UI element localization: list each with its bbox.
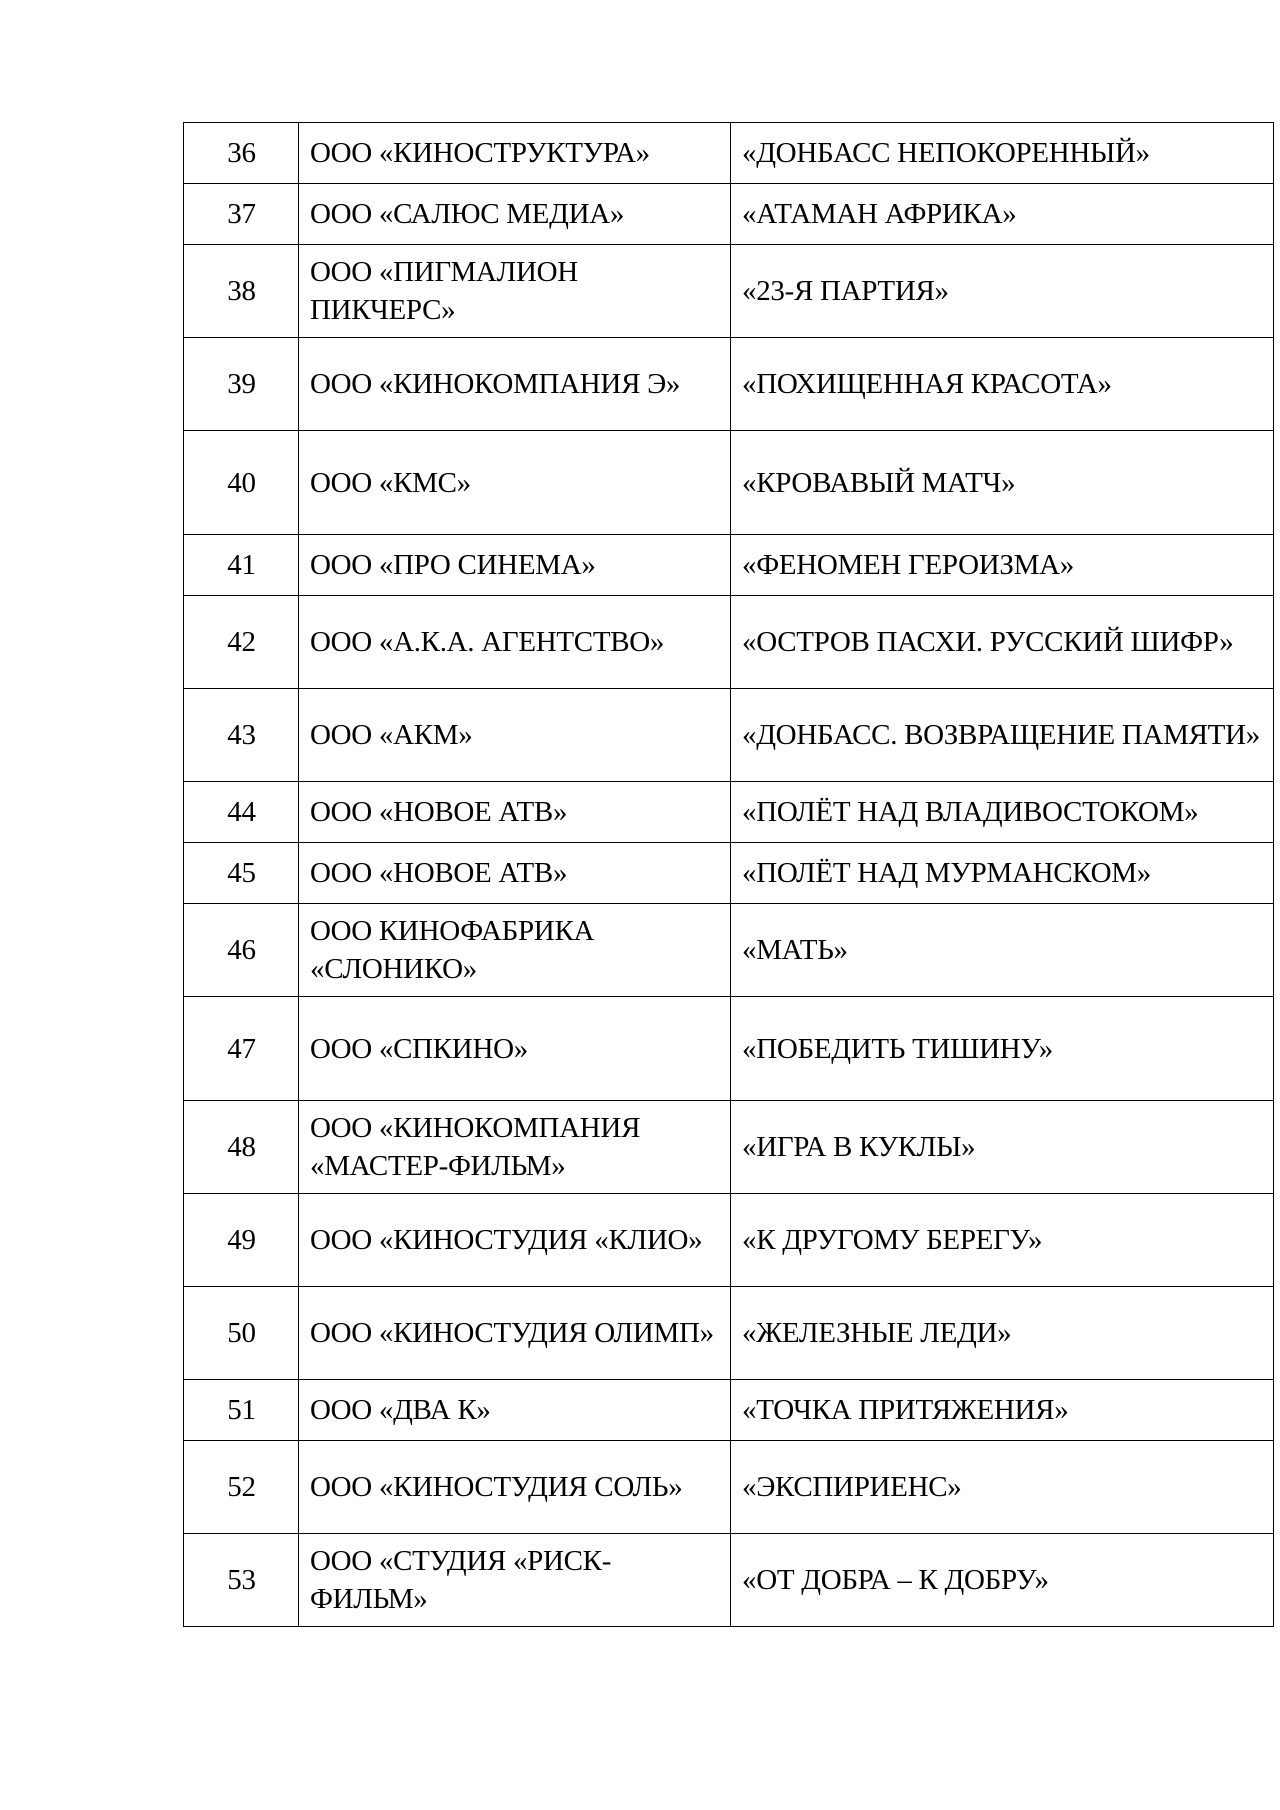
film-title: «23-Я ПАРТИЯ» [731,245,1274,338]
company-name: ООО «НОВОЕ АТВ» [299,782,731,843]
row-number: 46 [184,904,299,997]
table-row [184,904,1274,997]
company-name: ООО «НОВОЕ АТВ» [299,843,731,904]
row-number: 42 [184,596,299,689]
company-name: ООО «САЛЮС МЕДИА» [299,184,731,245]
film-title: «АТАМАН АФРИКА» [731,184,1274,245]
row-number: 40 [184,431,299,535]
company-name: ООО «А.К.А. АГЕНТСТВО» [299,596,731,689]
row-number: 41 [184,535,299,596]
film-title: «МАТЬ» [731,904,1274,997]
company-name: ООО КИНОФАБРИКА «СЛОНИКО» [299,904,731,997]
company-name: ООО «КИНОКОМПАНИЯ Э» [299,338,731,431]
table-row [184,1534,1274,1627]
company-name: ООО «СТУДИЯ «РИСК-ФИЛЬМ» [299,1534,731,1627]
table-row [184,782,1274,843]
table-row [184,997,1274,1101]
film-title: «ОТ ДОБРА – К ДОБРУ» [731,1534,1274,1627]
table-body [184,123,1274,1627]
company-name: ООО «СПКИНО» [299,997,731,1101]
film-title: «ЭКСПИРИЕНС» [731,1441,1274,1534]
film-title: «КРОВАВЫЙ МАТЧ» [731,431,1274,535]
row-number: 48 [184,1101,299,1194]
row-number: 36 [184,123,299,184]
row-number: 38 [184,245,299,338]
row-number: 44 [184,782,299,843]
film-registry-table [183,122,1274,1627]
row-number: 49 [184,1194,299,1287]
table-row [184,1380,1274,1441]
table-row [184,535,1274,596]
company-name: ООО «КМС» [299,431,731,535]
film-title: «ФЕНОМЕН ГЕРОИЗМА» [731,535,1274,596]
film-title: «ПОЛЁТ НАД МУРМАНСКОМ» [731,843,1274,904]
film-title: «ДОНБАСС. ВОЗВРАЩЕНИЕ ПАМЯТИ» [731,689,1274,782]
table-row [184,689,1274,782]
film-title: «ЖЕЛЕЗНЫЕ ЛЕДИ» [731,1287,1274,1380]
company-name: ООО «АКМ» [299,689,731,782]
table-row [184,338,1274,431]
film-title: «ПОХИЩЕННАЯ КРАСОТА» [731,338,1274,431]
table-row [184,1287,1274,1380]
row-number: 53 [184,1534,299,1627]
film-title: «ОСТРОВ ПАСХИ. РУССКИЙ ШИФР» [731,596,1274,689]
company-name: ООО «ДВА К» [299,1380,731,1441]
film-title: «ПОБЕДИТЬ ТИШИНУ» [731,997,1274,1101]
company-name: ООО «КИНОКОМПАНИЯ «МАСТЕР-ФИЛЬМ» [299,1101,731,1194]
table-row [184,596,1274,689]
table-row [184,1101,1274,1194]
row-number: 50 [184,1287,299,1380]
company-name: ООО «КИНОСТУДИЯ «КЛИО» [299,1194,731,1287]
row-number: 43 [184,689,299,782]
table-row [184,843,1274,904]
company-name: ООО «ПРО СИНЕМА» [299,535,731,596]
row-number: 45 [184,843,299,904]
film-title: «ТОЧКА ПРИТЯЖЕНИЯ» [731,1380,1274,1441]
company-name: ООО «КИНОСТУДИЯ ОЛИМП» [299,1287,731,1380]
company-name: ООО «КИНОСТУДИЯ СОЛЬ» [299,1441,731,1534]
table-row [184,123,1274,184]
company-name: ООО «ПИГМАЛИОН ПИКЧЕРС» [299,245,731,338]
table-row [184,184,1274,245]
film-title: «ИГРА В КУКЛЫ» [731,1101,1274,1194]
table-row [184,1194,1274,1287]
table-row [184,1441,1274,1534]
row-number: 39 [184,338,299,431]
film-title: «ДОНБАСС НЕПОКОРЕННЫЙ» [731,123,1274,184]
row-number: 47 [184,997,299,1101]
row-number: 51 [184,1380,299,1441]
row-number: 52 [184,1441,299,1534]
table-row [184,245,1274,338]
row-number: 37 [184,184,299,245]
film-title: «ПОЛЁТ НАД ВЛАДИВОСТОКОМ» [731,782,1274,843]
film-title: «К ДРУГОМУ БЕРЕГУ» [731,1194,1274,1287]
company-name: ООО «КИНОСТРУКТУРА» [299,123,731,184]
table-row [184,431,1274,535]
